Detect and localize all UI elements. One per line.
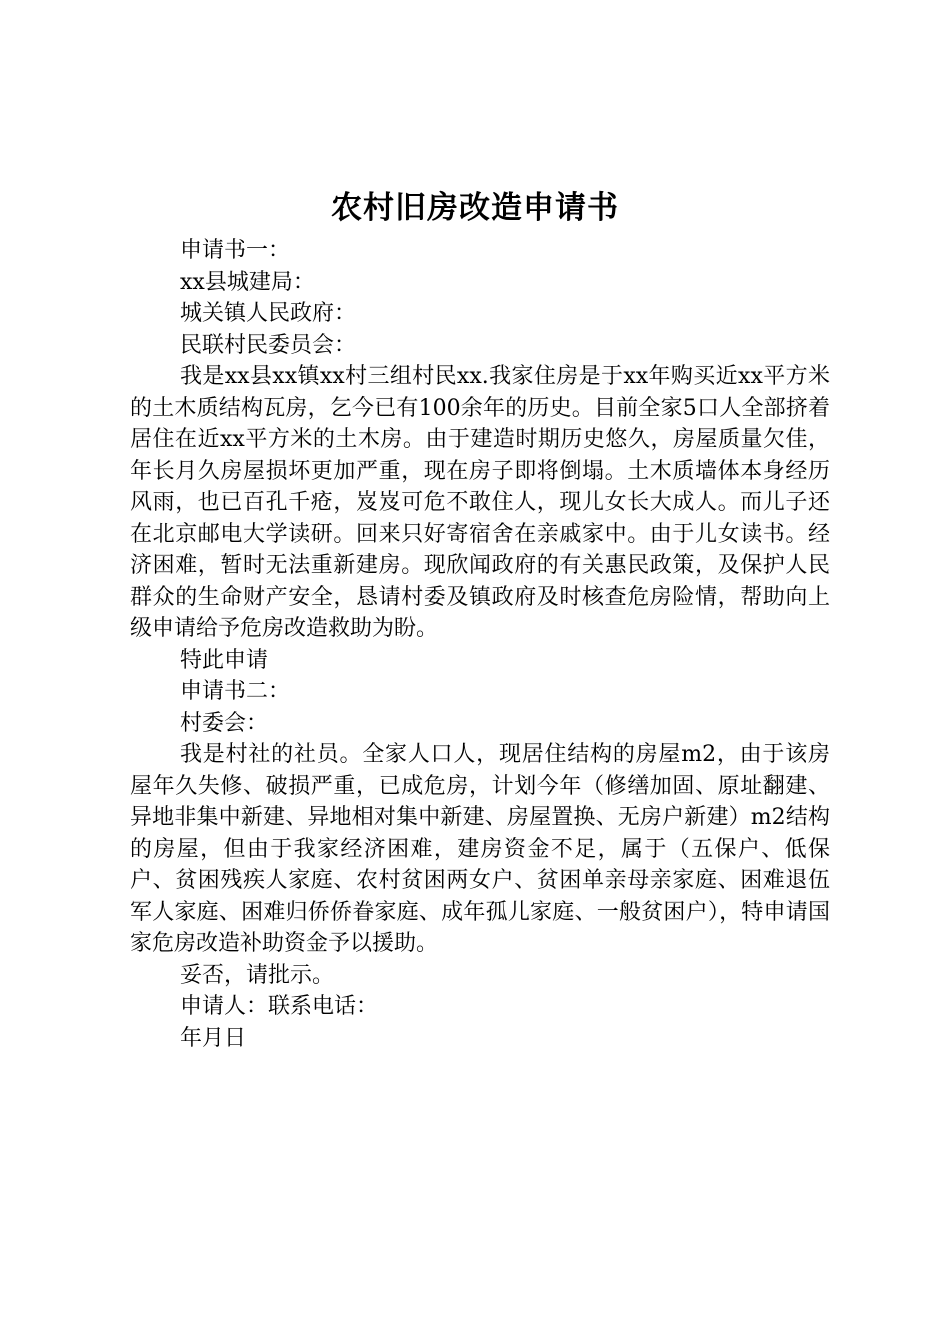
addressee-line: 民联村民委员会： (180, 332, 357, 358)
addressee-line: 城关镇人民政府： (180, 301, 357, 326)
section-heading-1: 申请书一： (180, 238, 291, 263)
closing-line: 妥否，请批示。 (180, 962, 335, 988)
document-title: 农村旧房改造申请书 (331, 190, 619, 226)
body-paragraph-1: 我是xx县xx镇xx村三组村民xx.我家住房是于xx年购买近xx平方米的土木质结构瓦房，乞今已有100余年的历史。目前全家5口人全部挤着居住在近xx平方米的土木房。由于建造时期历史悠久，房屋质量欠佳，年长月久房屋损坏更加严重，现在房子即将倒塌。土木质墙体本身经历风雨，也已百孔千疮，岌岌可危不敢住人，现儿女长大成人。而儿子还在北京邮电大学读研。回来只好寄宿舍在亲戚家中。由于儿女读书。经济困难，暂时无法重新建房。现欣闻政府的有关惠民政策，及保护人民群众的生命财产安全，恳请村委及镇政府及时核查危房险情，帮助向上级申请给予危房改造救助为盼。 (130, 364, 830, 641)
addressee-line: 村委会： (180, 710, 269, 736)
body-paragraph-2: 我是村社的社员。全家人口人，现居住结构的房屋m2，由于该房屋年久失修、破损严重，已成危房，计划今年（修缮加固、原址翻建、异地非集中新建、异地相对集中新建、房屋置换、无房户新建）m2结构的房屋，但由于我家经济困难，建房资金不足，属于（五保户、低保户、贫困残疾人家庭、农村贫困两女户、贫困单亲母亲家庭、困难退伍军人家庭、困难归侨侨眷家庭、成年孤儿家庭、一般贫困户），特申请国家危房改造补助资金予以援助。 (130, 742, 830, 956)
signature-line: 申请人：联系电话： (180, 994, 379, 1019)
addressee-line: xx县城建局： (180, 269, 315, 295)
document-body (130, 235, 830, 1054)
date-line: 年月日 (180, 1025, 247, 1051)
section-heading-2: 申请书二： (180, 679, 291, 704)
closing-line: 特此申请 (180, 647, 269, 673)
